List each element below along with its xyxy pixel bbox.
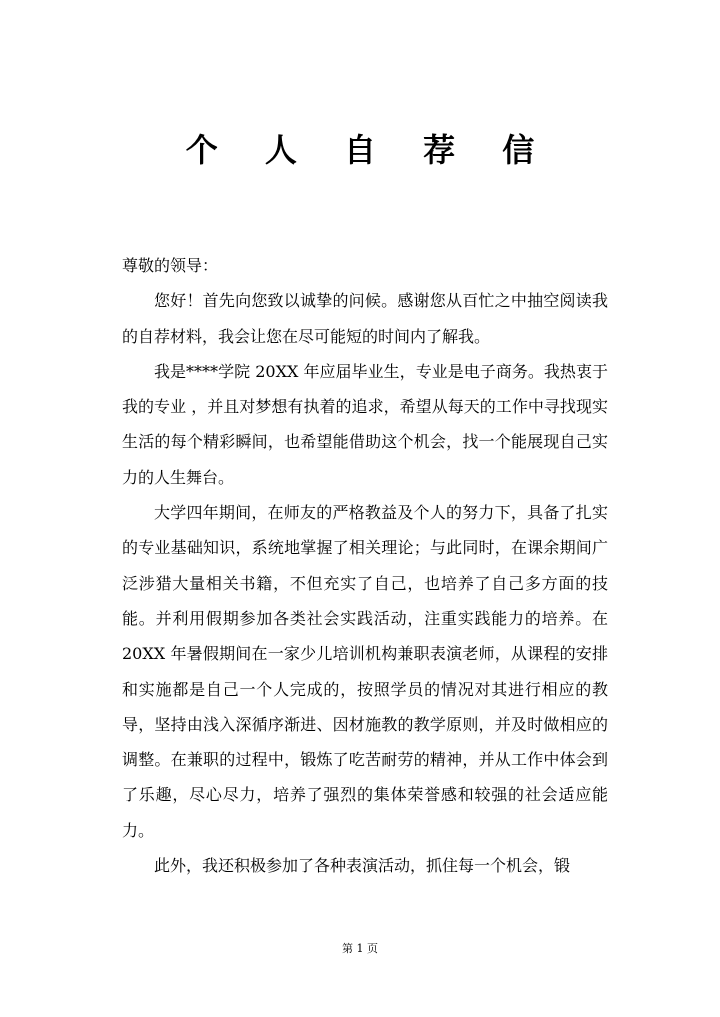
letter-body	[122, 248, 608, 883]
page-title: 个 人 自 荐 信	[185, 131, 553, 169]
page-number: 第 1 页	[342, 942, 378, 955]
paragraph-activities: 此外，我还积极参加了各种表演活动，抓住每一个机会，锻	[154, 856, 571, 876]
paragraph-university-experience: 大学四年期间，在师友的严格教益及个人的努力下，具备了扎实的专业基础知识，系统地掌握了相关理论；与此同时，在课余期间广泛涉猎大量相关书籍，不但充实了自己，也培养了自己多方面的技能。并利用假期参加各类社会实践活动，注重实践能力的培养。在 20XX 年暑假期间在一家少儿培训机构兼职表演老师，从课程的安排和实施都是自己一个人完成的，按照学员的情况对其进行相应的教导，坚持由浅入深循序渐进、因材施教的教学原则，并及时做相应的调整。在兼职的过程中，锻炼了吃苦耐劳的精神，并从工作中体会到了乐趣，尽心尽力，培养了强烈的集体荣誉感和较强的社会适应能力。	[122, 503, 608, 840]
paragraph-greeting: 您好！首先向您致以诚挚的问候。感谢您从百忙之中抽空阅读我的自荐材料，我会让您在尽可能短的时间内了解我。	[122, 291, 608, 346]
paragraph-introduction: 我是****学院 20XX 年应届毕业生，专业是电子商务。我热衷于我的专业 ，并且对梦想有执着的追求，希望从每天的工作中寻找现实生活的每个精彩瞬间，也希望能借助这个机会，找一个能展现自己实力的人生舞台。	[122, 361, 608, 487]
salutation: 尊敬的领导：	[122, 256, 219, 275]
